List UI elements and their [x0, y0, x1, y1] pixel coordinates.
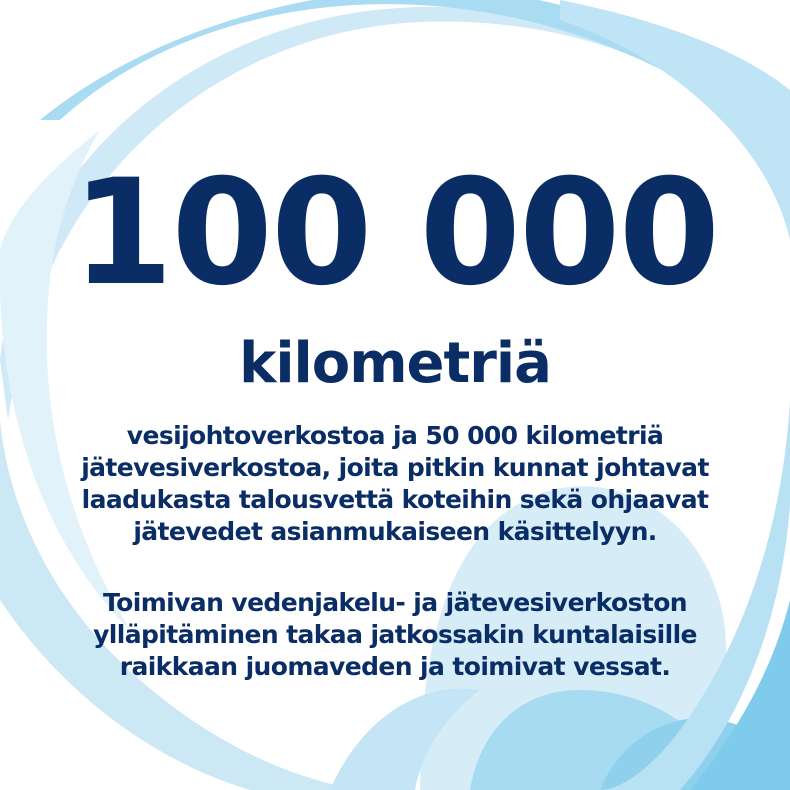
headline-number: 100 000: [71, 148, 719, 318]
headline-unit: kilometriä: [239, 331, 551, 396]
paragraph-2-line: Toimivan vedenjakelu- ja jätevesiverkoston: [103, 588, 687, 617]
paragraph-1-line: jätevesiverkostoa, joita pitkin kunnat johtavat: [81, 453, 709, 482]
body-paragraph-2: [0, 587, 790, 683]
paragraph-2-line: raikkaan juomaveden ja toimivat vessat.: [119, 652, 671, 681]
body-paragraph-1: [0, 420, 790, 548]
paragraph-1-line: vesijohtoverkostoa ja 50 000 kilometriä: [126, 421, 664, 450]
paragraph-1-line: jätevedet asianmukaiseen käsittelyyn.: [133, 517, 657, 546]
paragraph-2-line: ylläpitäminen takaa jatkossakin kuntalaisille: [93, 620, 697, 649]
paragraph-1-line: laadukasta talousvettä koteihin sekä ohjaavat: [81, 485, 709, 514]
